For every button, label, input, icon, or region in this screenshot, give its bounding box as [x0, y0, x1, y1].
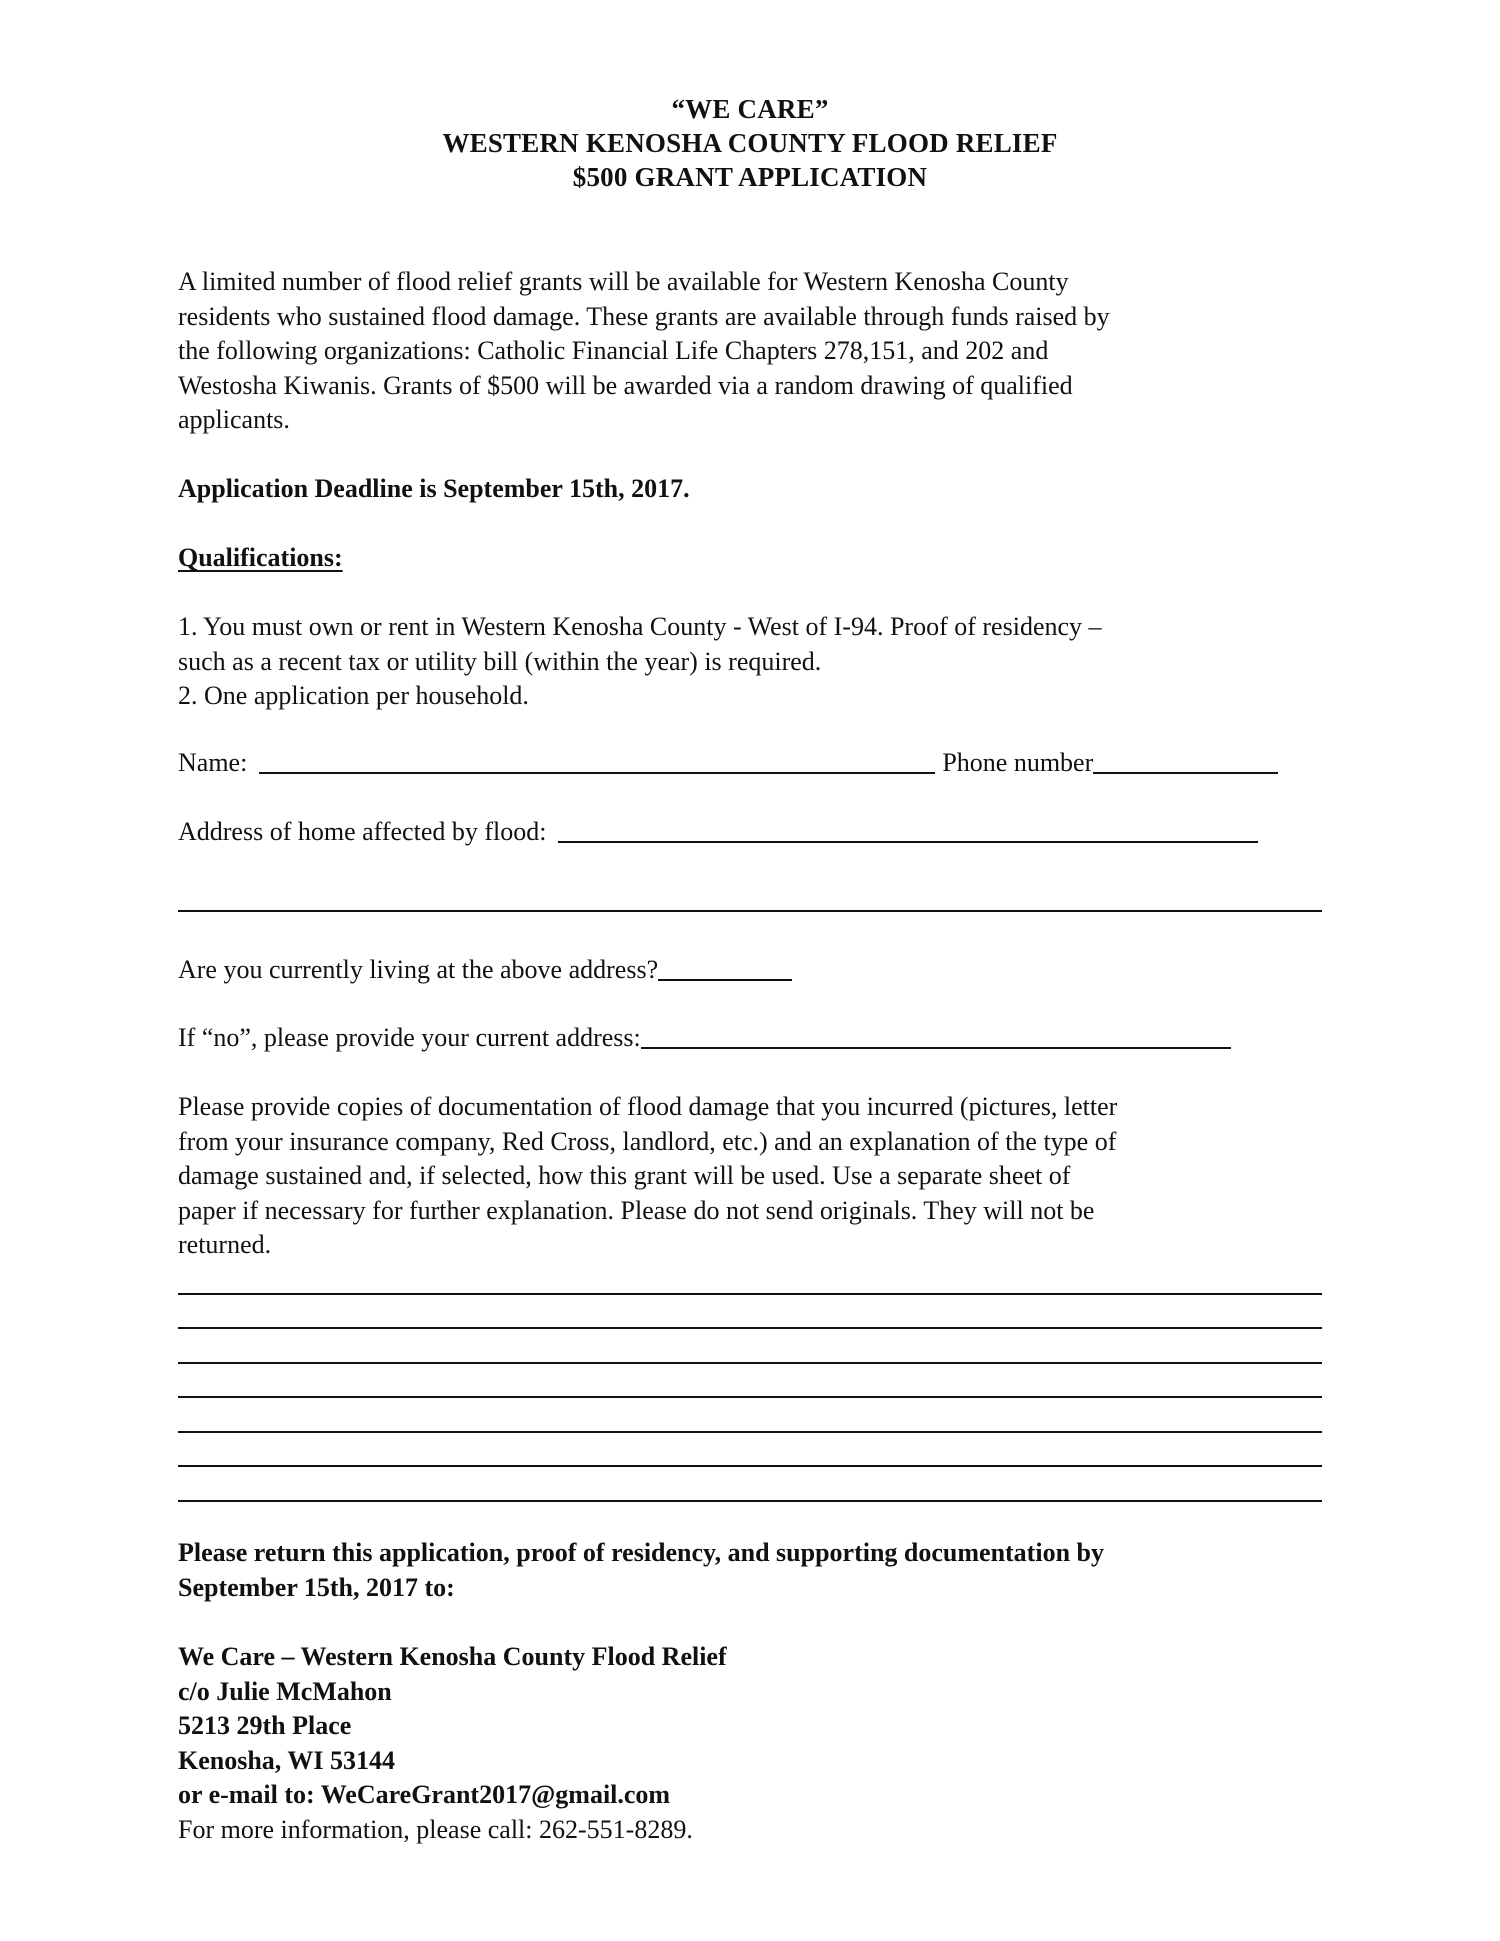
explanation-line-3[interactable]	[178, 1362, 1322, 1364]
currently-living-field[interactable]	[658, 953, 792, 981]
qualifications-heading: Qualifications:	[178, 543, 343, 572]
mailing-care-of: c/o Julie McMahon	[178, 1676, 392, 1706]
name-phone-row	[178, 746, 1328, 780]
title-we-care: “WE CARE”	[671, 94, 829, 124]
return-instructions	[178, 1536, 1328, 1605]
explanation-line-2[interactable]	[178, 1327, 1322, 1329]
address-label: Address of home affected by flood:	[178, 817, 547, 846]
current-address-label: If “no”, please provide your current address:	[178, 1023, 641, 1052]
name-field[interactable]	[259, 746, 935, 774]
page-title	[0, 92, 1500, 194]
explanation-line-1[interactable]	[178, 1293, 1322, 1295]
phone-label: Phone number	[942, 748, 1094, 777]
address-field[interactable]	[558, 815, 1258, 843]
current-address-row	[178, 1021, 1328, 1055]
return-instructions-line: September 15th, 2017 to:	[178, 1572, 455, 1602]
currently-living-row	[178, 953, 1328, 987]
qualifications-list	[178, 610, 1328, 714]
documentation-line: returned.	[178, 1230, 272, 1259]
explanation-line-7[interactable]	[178, 1500, 1322, 1502]
mailing-address	[178, 1640, 1328, 1813]
documentation-instructions	[178, 1090, 1328, 1263]
qualification-item: 1. You must own or rent in Western Kenosha County - West of I-94. Proof of residency –	[178, 612, 1102, 641]
address-line-2-field[interactable]	[178, 910, 1322, 912]
application-deadline: Application Deadline is September 15th, 2017.	[178, 474, 690, 503]
intro-line: A limited number of flood relief grants will be available for Western Kenosha County	[178, 267, 1069, 296]
qualification-item: such as a recent tax or utility bill (within the year) is required.	[178, 646, 822, 676]
intro-line: the following organizations: Catholic Financial Life Chapters 278,151, and 202 and	[178, 336, 1049, 365]
current-address-field[interactable]	[641, 1021, 1231, 1049]
currently-living-label: Are you currently living at the above address?	[178, 955, 659, 984]
documentation-line: from your insurance company, Red Cross, landlord, etc.) and an explanation of the type of	[178, 1126, 1117, 1156]
explanation-line-4[interactable]	[178, 1396, 1322, 1398]
email-contact: or e-mail to: WeCareGrant2017@gmail.com	[178, 1780, 671, 1809]
explanation-line-5[interactable]	[178, 1431, 1322, 1433]
documentation-line: paper if necessary for further explanation. Please do not send originals. They will not be	[178, 1195, 1095, 1225]
mailing-city-state-zip: Kenosha, WI 53144	[178, 1745, 395, 1775]
return-instructions-line: Please return this application, proof of residency, and supporting documentation by	[178, 1538, 1104, 1567]
documentation-line: Please provide copies of documentation of flood damage that you incurred (pictures, letter	[178, 1092, 1118, 1121]
title-grant-application: $500 GRANT APPLICATION	[572, 162, 928, 192]
phone-field[interactable]	[1093, 746, 1278, 774]
intro-line: applicants.	[178, 405, 290, 434]
explanation-line-6[interactable]	[178, 1465, 1322, 1467]
mailing-street: 5213 29th Place	[178, 1711, 352, 1740]
mailing-organization: We Care – Western Kenosha County Flood Relief	[178, 1642, 727, 1671]
intro-line: Westosha Kiwanis. Grants of $500 will be awarded via a random drawing of qualified	[178, 370, 1073, 400]
phone-contact: For more information, please call: 262-551-8289.	[178, 1815, 693, 1844]
intro-line: residents who sustained flood damage. These grants are available through funds raised by	[178, 301, 1110, 331]
address-row	[178, 815, 1328, 849]
title-organization: WESTERN KENOSHA COUNTY FLOOD RELIEF	[442, 128, 1058, 158]
intro-paragraph	[178, 265, 1328, 438]
qualification-item: 2. One application per household.	[178, 681, 529, 710]
documentation-line: damage sustained and, if selected, how this grant will be used. Use a separate sheet of	[178, 1161, 1071, 1190]
name-label: Name:	[178, 748, 248, 777]
